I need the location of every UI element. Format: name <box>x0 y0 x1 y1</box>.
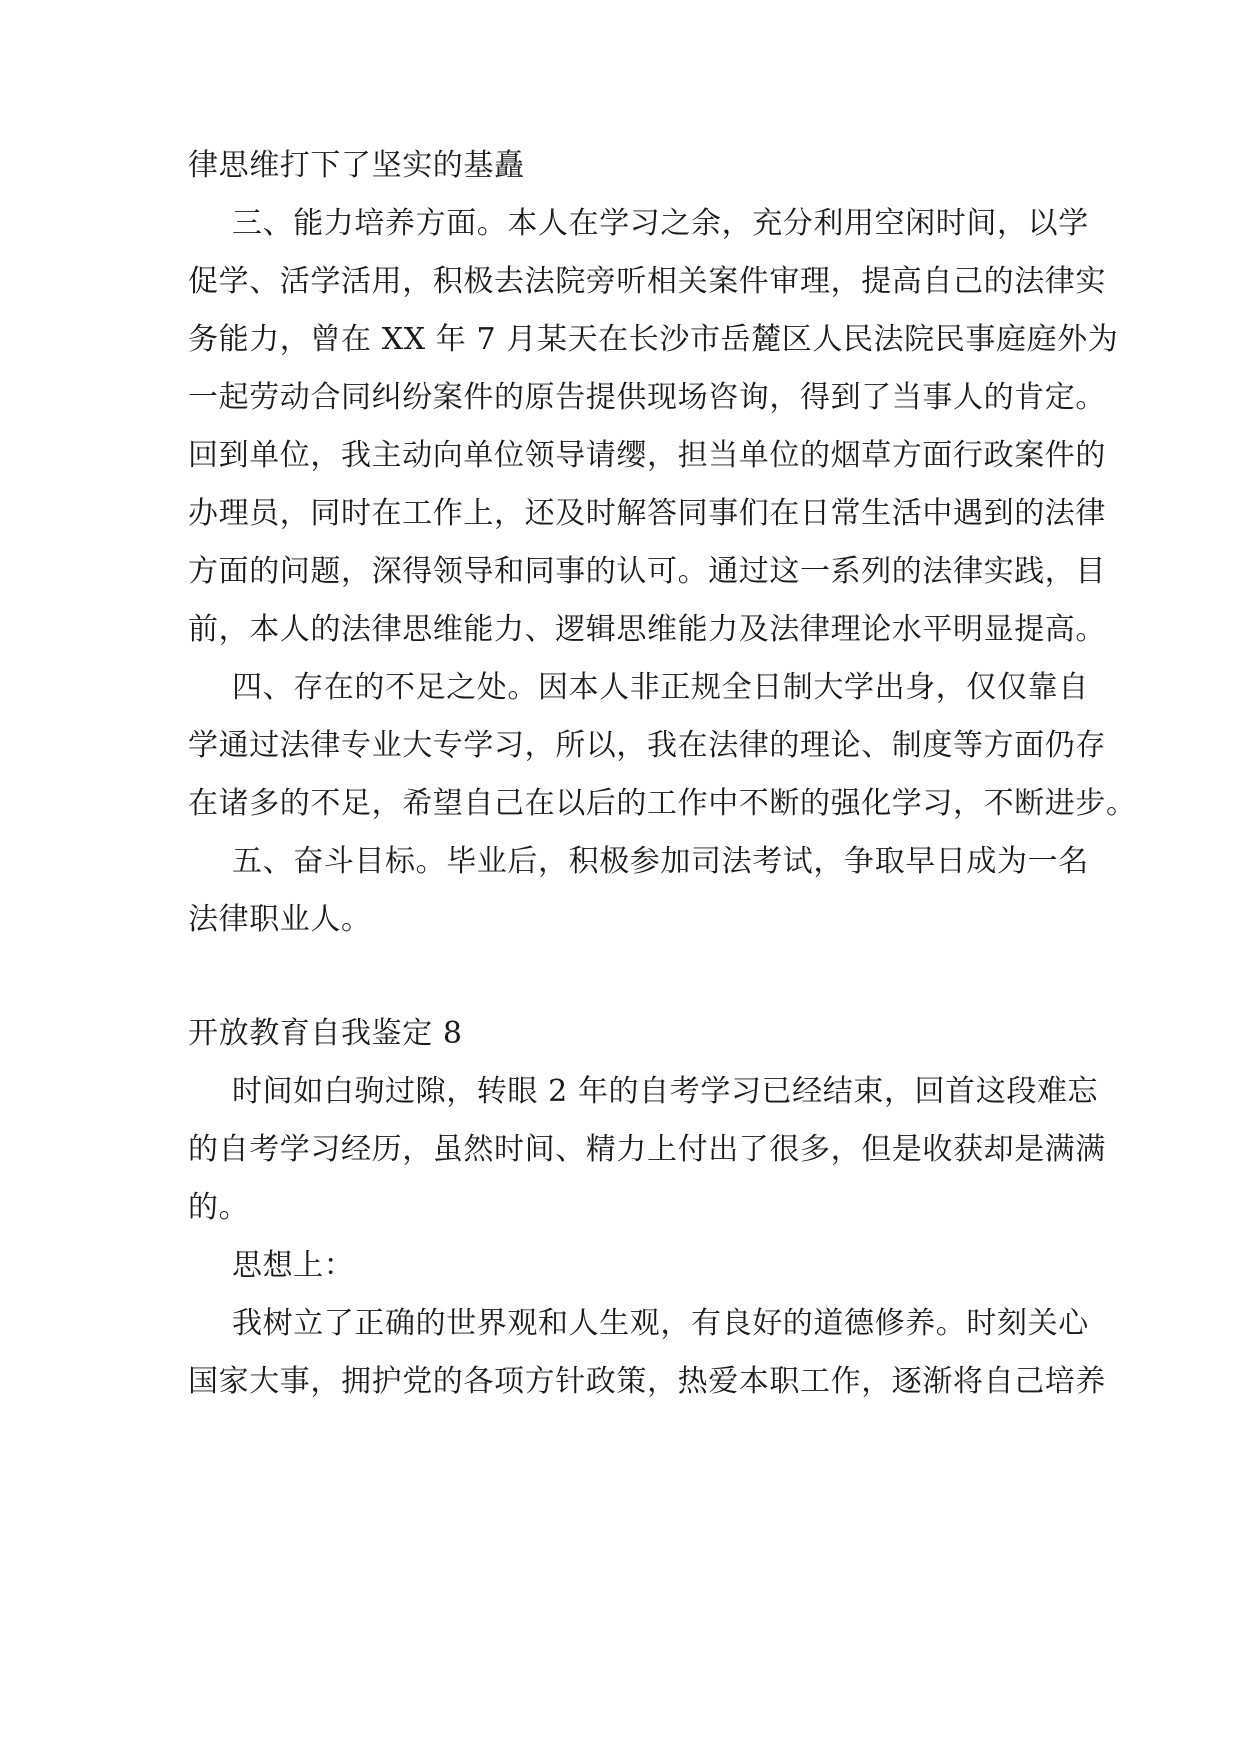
thought-paragraph-line: 我树立了正确的世界观和人生观，有良好的道德修养。时刻关心 <box>232 1306 1089 1341</box>
thought-paragraph-line: 国家大事，拥护党的各项方针政策，热爱本职工作，逐渐将自己培养 <box>188 1364 1106 1399</box>
goal-paragraph-line: 法律职业人。 <box>188 902 372 937</box>
section-heading: 开放教育自我鉴定 8 <box>188 1016 463 1051</box>
ability-paragraph-line: 三、能力培养方面。本人在学习之余，充分利用空闲时间，以学 <box>232 206 1089 241</box>
continued-text-line: 律思维打下了坚实的基矗 <box>188 148 525 183</box>
ability-paragraph-line: 一起劳动合同纠纷案件的原告提供现场咨询，得到了当事人的肯定。 <box>188 380 1106 415</box>
ability-paragraph-line: 促学、活学活用，积极去法院旁听相关案件审理，提高自己的法律实 <box>188 264 1106 299</box>
shortcomings-paragraph-line: 在诸多的不足，希望自己在以后的工作中不断的强化学习，不断进步。 <box>188 786 1137 821</box>
intro-paragraph-line: 的自考学习经历，虽然时间、精力上付出了很多，但是收获却是满满 <box>188 1132 1106 1167</box>
ability-paragraph-line: 务能力，曾在 XX 年 7 月某天在长沙市岳麓区人民法院民事庭庭外为 <box>188 322 1119 357</box>
goal-paragraph-line: 五、奋斗目标。毕业后，积极参加司法考试，争取早日成为一名 <box>232 844 1089 879</box>
shortcomings-paragraph-line: 四、存在的不足之处。因本人非正规全日制大学出身，仅仅靠自 <box>232 670 1089 705</box>
ability-paragraph-line: 回到单位，我主动向单位领导请缨，担当单位的烟草方面行政案件的 <box>188 438 1106 473</box>
subheading: 思想上： <box>232 1248 355 1283</box>
intro-paragraph-line: 时间如白驹过隙，转眼 2 年的自考学习已经结束，回首这段难忘 <box>232 1074 1099 1109</box>
ability-paragraph-line: 办理员，同时在工作上，还及时解答同事们在日常生活中遇到的法律 <box>188 496 1106 531</box>
ability-paragraph-line: 前，本人的法律思维能力、逻辑思维能力及法律理论水平明显提高。 <box>188 612 1106 647</box>
ability-paragraph-line: 方面的问题，深得领导和同事的认可。通过这一系列的法律实践，目 <box>188 554 1106 589</box>
intro-paragraph-line: 的。 <box>188 1190 250 1225</box>
shortcomings-paragraph-line: 学通过法律专业大专学习，所以，我在法律的理论、制度等方面仍存 <box>188 728 1106 763</box>
